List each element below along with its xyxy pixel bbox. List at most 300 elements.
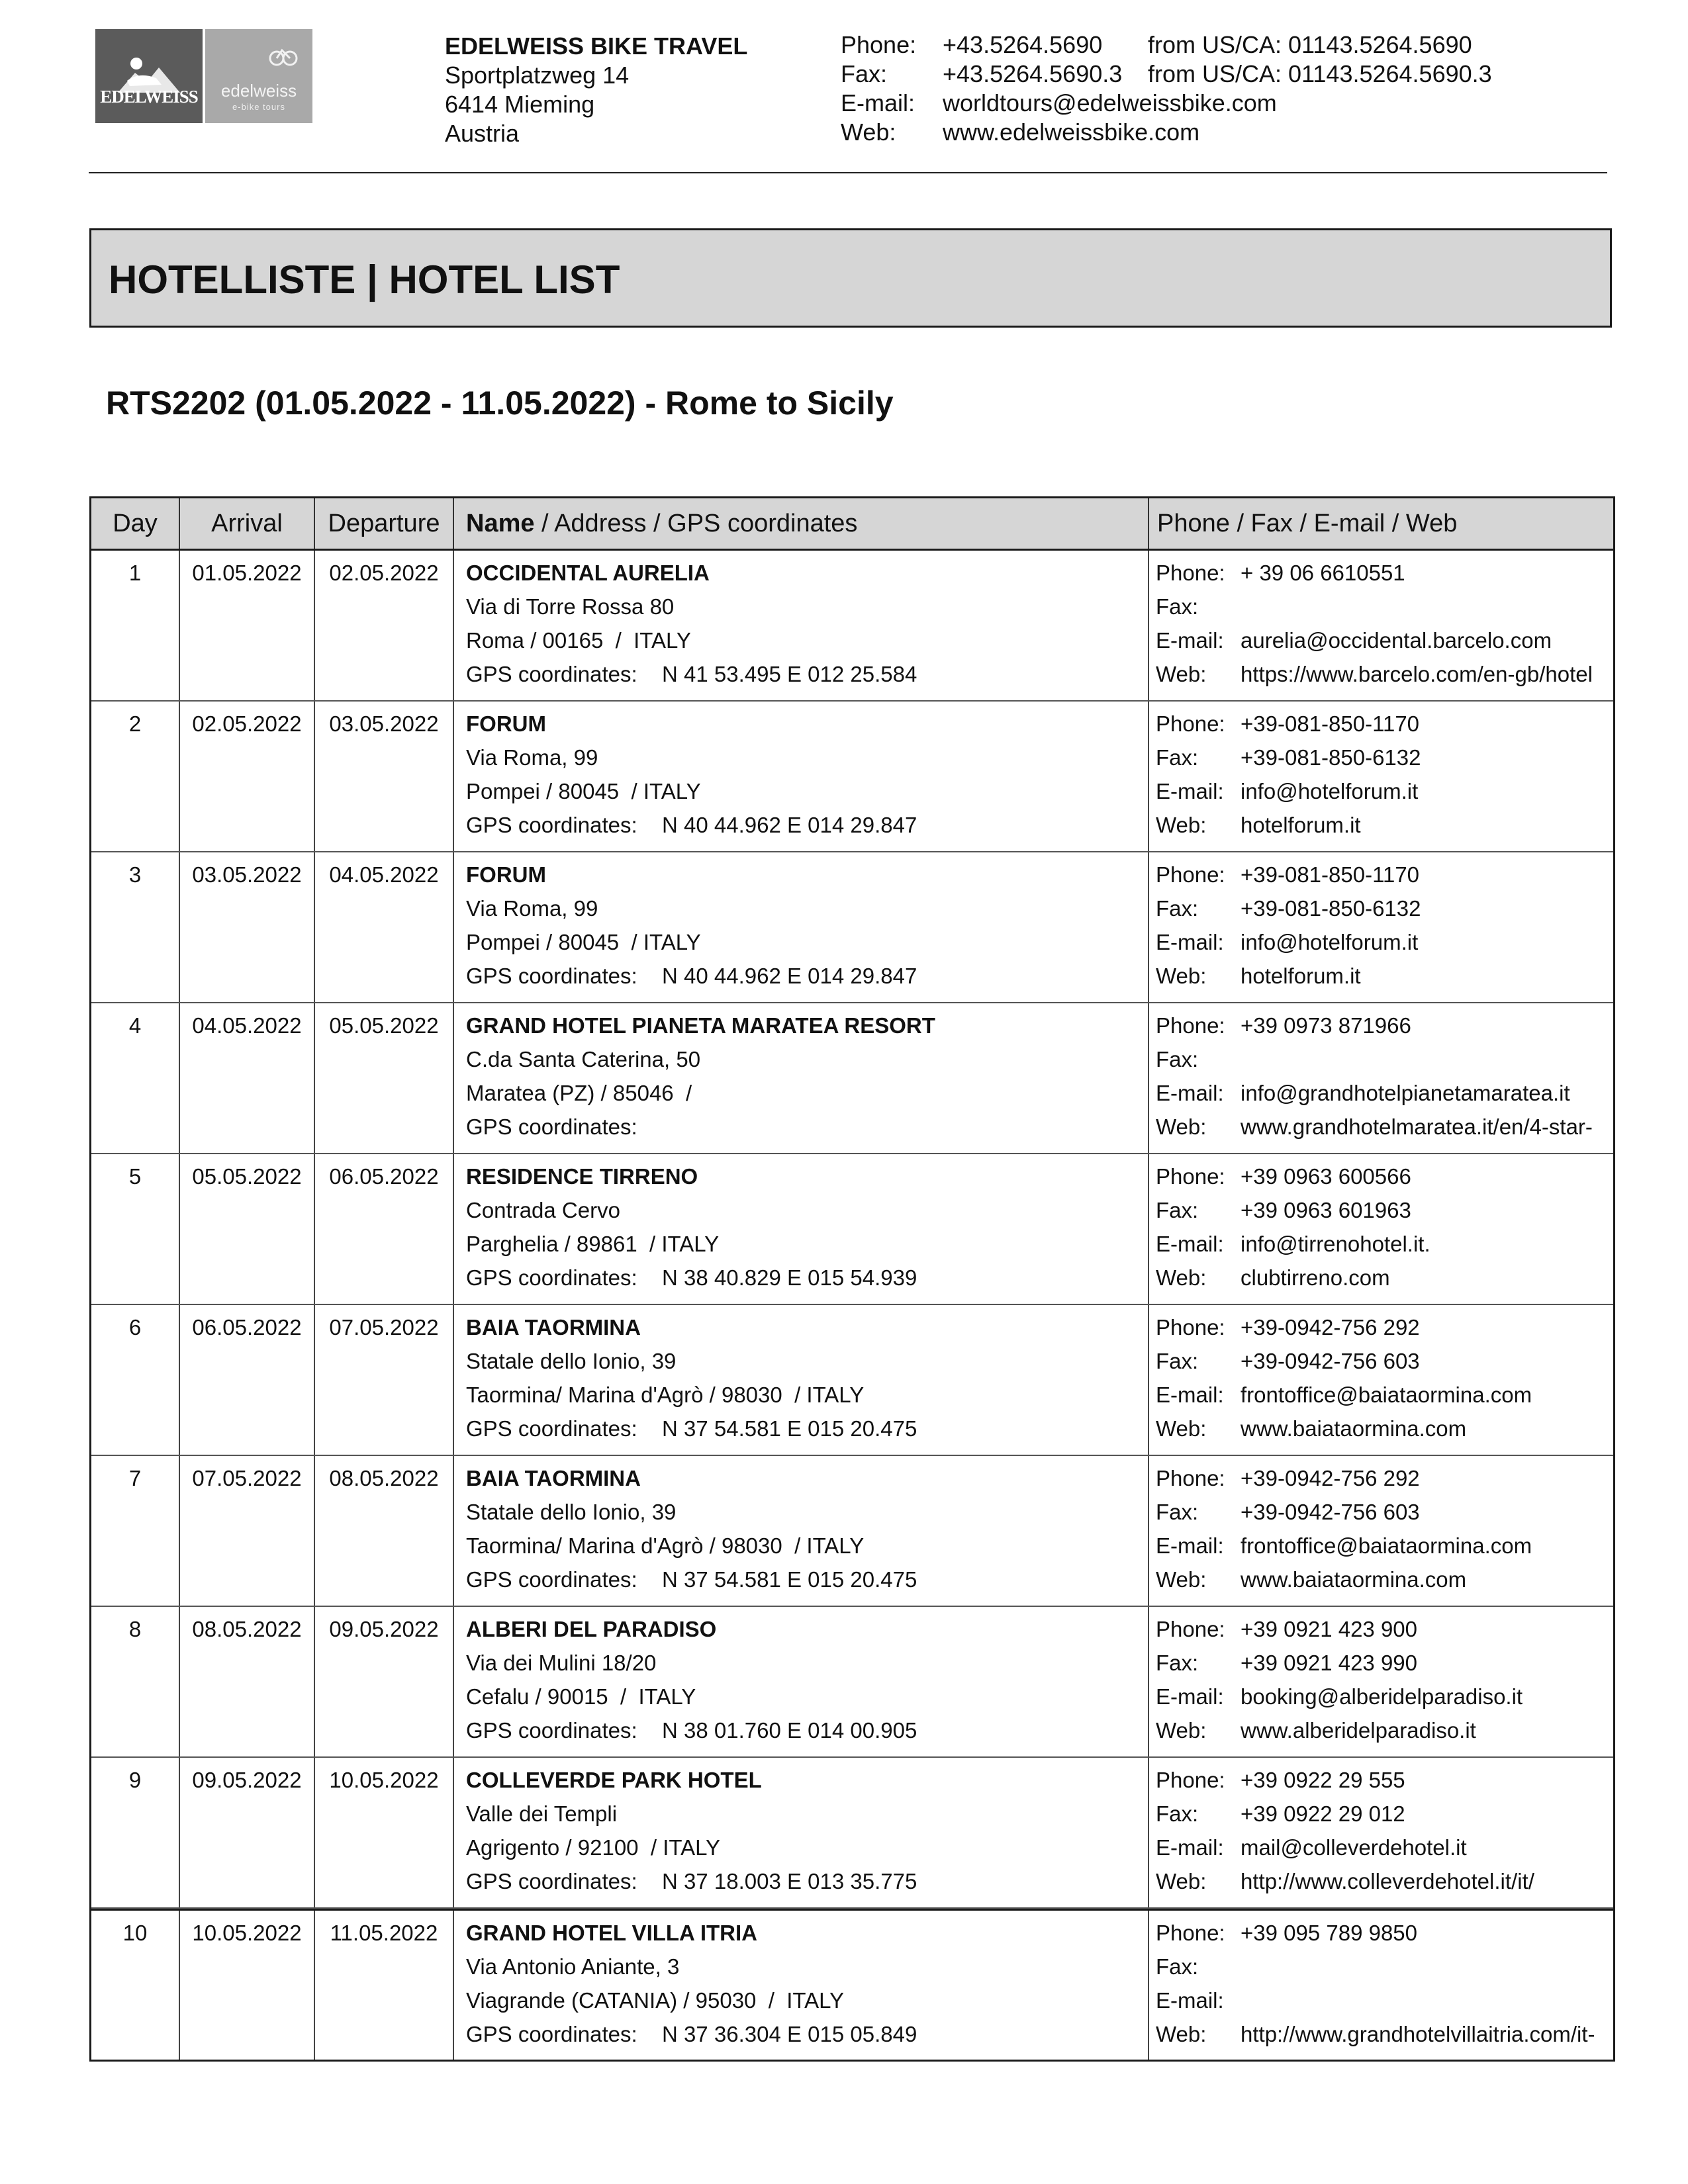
day-value: 2 xyxy=(128,711,142,736)
day-value: 4 xyxy=(128,1013,142,1038)
cell-hotel xyxy=(454,1456,1149,1606)
day-value: 9 xyxy=(128,1768,142,1792)
email-row xyxy=(1156,1529,1613,1563)
fax-value: +39-081-850-6132 xyxy=(1241,745,1421,770)
hotel-city: Roma / 00165 / ITALY xyxy=(466,628,691,653)
cell-departure xyxy=(315,1758,454,1907)
fax-value: +39 0922 29 012 xyxy=(1241,1801,1405,1826)
cell-hotel xyxy=(454,1607,1149,1756)
header-contact: Phone / Fax / E-mail / Web xyxy=(1157,509,1458,537)
contact-fax-row xyxy=(841,60,1492,89)
hotel-gps xyxy=(466,657,1148,691)
cell-departure xyxy=(315,1911,454,2060)
company-street: Sportplatzweg 14 xyxy=(445,62,630,89)
cell-day xyxy=(91,1456,180,1606)
cell-arrival xyxy=(180,1305,315,1455)
cell-day xyxy=(91,1911,180,2060)
cell-contact xyxy=(1149,1305,1613,1455)
phone-value: + 39 06 6610551 xyxy=(1241,561,1405,585)
header-name-bold: Name xyxy=(466,509,535,537)
departure-value: 05.05.2022 xyxy=(329,1013,439,1038)
cell-hotel xyxy=(454,1305,1149,1455)
email-row xyxy=(1156,925,1613,959)
phone-row xyxy=(1156,1009,1613,1042)
contact-web: www.edelweissbike.com xyxy=(943,118,1200,146)
table-row xyxy=(91,551,1613,702)
table-row xyxy=(91,1456,1613,1607)
hotel-name: ALBERI DEL PARADISO xyxy=(466,1617,717,1641)
hotel-name: COLLEVERDE PARK HOTEL xyxy=(466,1768,762,1792)
contact-phone-label: Phone: xyxy=(841,31,917,58)
arrival-value: 10.05.2022 xyxy=(192,1921,302,1945)
hotel-name: BAIA TAORMINA xyxy=(466,1466,641,1490)
email-value: info@grandhotelpianetamaratea.it xyxy=(1241,1081,1570,1105)
departure-value: 06.05.2022 xyxy=(329,1164,439,1189)
cell-arrival xyxy=(180,1758,315,1907)
gps-label: GPS coordinates: xyxy=(466,1567,637,1592)
company-country: Austria xyxy=(445,120,520,147)
header-name-rest: / Address / GPS coordinates xyxy=(534,509,858,537)
contact-fax-label: Fax: xyxy=(841,60,888,87)
hotel-address: Via di Torre Rossa 80 xyxy=(466,594,675,619)
email-value: frontoffice@baiataormina.com xyxy=(1241,1533,1532,1558)
gps-label: GPS coordinates: xyxy=(466,1265,637,1290)
fax-value: +39 0963 601963 xyxy=(1241,1198,1411,1222)
phone-value: +39-0942-756 292 xyxy=(1241,1466,1420,1490)
header-name xyxy=(454,498,1149,549)
phone-value: +39-0942-756 292 xyxy=(1241,1315,1420,1340)
fax-label: Fax: xyxy=(1156,1047,1199,1071)
fax-label: Fax: xyxy=(1156,745,1199,770)
email-value: info@hotelforum.it xyxy=(1241,779,1419,803)
cell-hotel xyxy=(454,551,1149,700)
gps-label: GPS coordinates: xyxy=(466,662,637,686)
document-title-box xyxy=(89,228,1612,328)
fax-label: Fax: xyxy=(1156,1500,1199,1524)
cell-day xyxy=(91,1607,180,1756)
cell-departure xyxy=(315,1003,454,1153)
cell-arrival xyxy=(180,852,315,1002)
edelweiss-ebike-logo xyxy=(205,29,312,123)
hotel-address: Via dei Mulini 18/20 xyxy=(466,1651,657,1675)
cell-hotel xyxy=(454,1911,1149,2060)
departure-value: 11.05.2022 xyxy=(330,1921,438,1945)
logo-tagline: e-bike tours xyxy=(232,102,285,112)
phone-value: +39 0963 600566 xyxy=(1241,1164,1411,1189)
contact-phone-row xyxy=(841,30,1492,60)
fax-label: Fax: xyxy=(1156,1349,1199,1373)
fax-label: Fax: xyxy=(1156,1651,1199,1675)
email-value: booking@alberidelparadiso.it xyxy=(1241,1684,1523,1709)
arrival-value: 01.05.2022 xyxy=(192,561,302,585)
gps-value: N 37 36.304 E 015 05.849 xyxy=(662,2022,917,2046)
cell-contact xyxy=(1149,1154,1613,1304)
web-value: hotelforum.it xyxy=(1241,964,1361,988)
contact-email: worldtours@edelweissbike.com xyxy=(943,89,1277,116)
cell-departure xyxy=(315,1154,454,1304)
company-city: 6414 Mieming xyxy=(445,91,595,118)
web-value: http://www.grandhotelvillaitria.com/it- xyxy=(1241,2022,1595,2046)
web-label: Web: xyxy=(1156,2022,1207,2046)
hotel-city: Maratea (PZ) / 85046 / xyxy=(466,1081,692,1105)
web-value: www.alberidelparadiso.it xyxy=(1241,1718,1476,1743)
web-label: Web: xyxy=(1156,1265,1207,1290)
web-label: Web: xyxy=(1156,1718,1207,1743)
contact-phone-us: from US/CA: 01143.5264.5690 xyxy=(1148,31,1472,58)
hotel-name: OCCIDENTAL AURELIA xyxy=(466,561,710,585)
gps-value: N 40 44.962 E 014 29.847 xyxy=(662,964,917,988)
email-row xyxy=(1156,1983,1613,2017)
web-row xyxy=(1156,1563,1613,1596)
hotel-address: Statale dello Ionio, 39 xyxy=(466,1349,677,1373)
web-value: clubtirreno.com xyxy=(1241,1265,1390,1290)
web-value: https://www.barcelo.com/en-gb/hotel xyxy=(1241,662,1593,686)
phone-value: +39 0922 29 555 xyxy=(1241,1768,1405,1792)
phone-row xyxy=(1156,1916,1613,1950)
web-value: www.grandhotelmaratea.it/en/4-star- xyxy=(1241,1115,1593,1139)
cell-contact xyxy=(1149,1911,1613,2060)
contact-email-label: E-mail: xyxy=(841,89,915,116)
phone-value: +39-081-850-1170 xyxy=(1241,711,1420,736)
hotel-gps xyxy=(466,1412,1148,1445)
day-value: 6 xyxy=(128,1315,142,1340)
phone-value: +39 0921 423 900 xyxy=(1241,1617,1418,1641)
table-row xyxy=(91,852,1613,1003)
hotel-city: Cefalu / 90015 / ITALY xyxy=(466,1684,696,1709)
fax-row xyxy=(1156,741,1613,774)
cell-departure xyxy=(315,551,454,700)
hotel-gps xyxy=(466,1110,1148,1144)
fax-value: +39-0942-756 603 xyxy=(1241,1349,1420,1373)
phone-row xyxy=(1156,858,1613,891)
web-value: www.baiataormina.com xyxy=(1241,1567,1467,1592)
web-row xyxy=(1156,2017,1613,2051)
table-row xyxy=(91,702,1613,852)
phone-label: Phone: xyxy=(1156,1466,1225,1490)
header-day: Day xyxy=(91,498,180,549)
gps-value: N 40 44.962 E 014 29.847 xyxy=(662,813,917,837)
web-row xyxy=(1156,1713,1613,1747)
departure-value: 02.05.2022 xyxy=(329,561,439,585)
gps-label: GPS coordinates: xyxy=(466,1416,637,1441)
phone-row xyxy=(1156,1160,1613,1193)
gps-value: N 37 54.581 E 015 20.475 xyxy=(662,1567,917,1592)
cell-departure xyxy=(315,702,454,851)
email-label: E-mail: xyxy=(1156,1835,1224,1860)
edelweiss-logo xyxy=(95,29,203,123)
company-name: EDELWEISS BIKE TRAVEL xyxy=(445,32,748,60)
fax-label: Fax: xyxy=(1156,594,1199,619)
email-row xyxy=(1156,623,1613,657)
cell-contact xyxy=(1149,1758,1613,1907)
contact-fax-us: from US/CA: 01143.5264.5690.3 xyxy=(1148,60,1492,87)
day-value: 8 xyxy=(128,1617,142,1641)
web-row xyxy=(1156,808,1613,842)
cell-hotel xyxy=(454,1003,1149,1153)
email-value: info@hotelforum.it xyxy=(1241,930,1419,954)
hotel-gps xyxy=(466,1261,1148,1295)
hotel-table xyxy=(89,496,1615,2062)
web-row xyxy=(1156,1110,1613,1144)
contact-phone: +43.5264.5690 xyxy=(943,31,1103,58)
arrival-value: 03.05.2022 xyxy=(192,862,302,887)
hotel-name: GRAND HOTEL PIANETA MARATEA RESORT xyxy=(466,1013,935,1038)
fax-value: +39-081-850-6132 xyxy=(1241,896,1421,921)
hotel-city: Taormina/ Marina d'Agrò / 98030 / ITALY xyxy=(466,1533,865,1558)
fax-row xyxy=(1156,1344,1613,1378)
email-row xyxy=(1156,1076,1613,1110)
phone-row xyxy=(1156,707,1613,741)
email-value: info@tirrenohotel.it. xyxy=(1241,1232,1430,1256)
cell-departure xyxy=(315,1607,454,1756)
cell-arrival xyxy=(180,1911,315,2060)
day-value: 3 xyxy=(128,862,142,887)
tour-title: RTS2202 (01.05.2022 - 11.05.2022) - Rome to Sicily xyxy=(106,385,894,422)
hotel-city: Pompei / 80045 / ITALY xyxy=(466,779,701,803)
day-value: 1 xyxy=(128,561,142,585)
phone-row xyxy=(1156,1461,1613,1495)
gps-value: N 41 53.495 E 012 25.584 xyxy=(662,662,917,686)
header-arrival: Arrival xyxy=(180,498,315,549)
web-value: www.baiataormina.com xyxy=(1241,1416,1467,1441)
gps-label: GPS coordinates: xyxy=(466,964,637,988)
departure-value: 04.05.2022 xyxy=(329,862,439,887)
cell-contact xyxy=(1149,551,1613,700)
cell-day xyxy=(91,551,180,700)
web-label: Web: xyxy=(1156,1416,1207,1441)
departure-value: 07.05.2022 xyxy=(329,1315,439,1340)
cell-hotel xyxy=(454,1758,1149,1907)
web-row xyxy=(1156,1412,1613,1445)
web-row xyxy=(1156,959,1613,993)
email-label: E-mail: xyxy=(1156,930,1224,954)
hotel-gps xyxy=(466,808,1148,842)
cell-arrival xyxy=(180,702,315,851)
header-divider xyxy=(89,172,1607,173)
contact-web-label: Web: xyxy=(841,118,896,146)
email-label: E-mail: xyxy=(1156,779,1224,803)
web-label: Web: xyxy=(1156,1869,1207,1893)
arrival-value: 04.05.2022 xyxy=(192,1013,302,1038)
table-row xyxy=(91,1003,1613,1154)
fax-row xyxy=(1156,1042,1613,1076)
gps-value: N 37 18.003 E 013 35.775 xyxy=(662,1869,917,1893)
fax-row xyxy=(1156,1495,1613,1529)
cell-contact xyxy=(1149,852,1613,1002)
rider-icon xyxy=(95,29,203,123)
hotel-address: Statale dello Ionio, 39 xyxy=(466,1500,677,1524)
email-row xyxy=(1156,1680,1613,1713)
fax-row xyxy=(1156,1797,1613,1831)
cell-contact xyxy=(1149,702,1613,851)
email-label: E-mail: xyxy=(1156,1081,1224,1105)
email-row xyxy=(1156,774,1613,808)
fax-row xyxy=(1156,1950,1613,1983)
cell-departure xyxy=(315,1305,454,1455)
contact-email-row xyxy=(841,89,1492,118)
phone-value: +39-081-850-1170 xyxy=(1241,862,1420,887)
hotel-city: Taormina/ Marina d'Agrò / 98030 / ITALY xyxy=(466,1383,865,1407)
phone-label: Phone: xyxy=(1156,1617,1225,1641)
arrival-value: 05.05.2022 xyxy=(192,1164,302,1189)
phone-label: Phone: xyxy=(1156,1013,1225,1038)
hotel-city: Agrigento / 92100 / ITALY xyxy=(466,1835,721,1860)
hotel-name: GRAND HOTEL VILLA ITRIA xyxy=(466,1921,757,1945)
arrival-value: 06.05.2022 xyxy=(192,1315,302,1340)
header-departure: Departure xyxy=(315,498,454,549)
web-value: hotelforum.it xyxy=(1241,813,1361,837)
web-label: Web: xyxy=(1156,1567,1207,1592)
phone-row xyxy=(1156,556,1613,590)
table-header xyxy=(91,498,1613,551)
phone-label: Phone: xyxy=(1156,1768,1225,1792)
company-address xyxy=(445,32,747,148)
hotel-city: Pompei / 80045 / ITALY xyxy=(466,930,701,954)
email-row xyxy=(1156,1831,1613,1864)
fax-label: Fax: xyxy=(1156,1954,1199,1979)
hotel-gps xyxy=(466,1563,1148,1596)
fax-row xyxy=(1156,891,1613,925)
hotel-name: FORUM xyxy=(466,862,546,887)
hotel-gps xyxy=(466,1713,1148,1747)
web-row xyxy=(1156,1261,1613,1295)
departure-value: 03.05.2022 xyxy=(329,711,439,736)
web-row xyxy=(1156,1864,1613,1898)
gps-label: GPS coordinates: xyxy=(466,1869,637,1893)
email-label: E-mail: xyxy=(1156,1684,1224,1709)
hotel-address: Via Antonio Aniante, 3 xyxy=(466,1954,680,1979)
fax-value: +39 0921 423 990 xyxy=(1241,1651,1418,1675)
gps-label: GPS coordinates: xyxy=(466,1718,637,1743)
fax-label: Fax: xyxy=(1156,896,1199,921)
email-value: aurelia@occidental.barcelo.com xyxy=(1241,628,1552,653)
hotel-gps xyxy=(466,959,1148,993)
table-row xyxy=(91,1758,1613,1909)
gps-label: GPS coordinates: xyxy=(466,2022,637,2046)
phone-row xyxy=(1156,1310,1613,1344)
hotel-address: Via Roma, 99 xyxy=(466,745,598,770)
arrival-value: 02.05.2022 xyxy=(192,711,302,736)
gps-label: GPS coordinates: xyxy=(466,813,637,837)
web-label: Web: xyxy=(1156,662,1207,686)
contact-fax: +43.5264.5690.3 xyxy=(943,60,1123,87)
arrival-value: 08.05.2022 xyxy=(192,1617,302,1641)
hotel-name: RESIDENCE TIRRENO xyxy=(466,1164,698,1189)
table-body xyxy=(91,551,1613,2060)
departure-value: 09.05.2022 xyxy=(329,1617,439,1641)
email-label: E-mail: xyxy=(1156,1533,1224,1558)
fax-label: Fax: xyxy=(1156,1801,1199,1826)
phone-row xyxy=(1156,1763,1613,1797)
gps-value: N 38 40.829 E 015 54.939 xyxy=(662,1265,917,1290)
email-value: frontoffice@baiataormina.com xyxy=(1241,1383,1532,1407)
email-label: E-mail: xyxy=(1156,1988,1224,2013)
cell-day xyxy=(91,1305,180,1455)
web-value: http://www.colleverdehotel.it/it/ xyxy=(1241,1869,1534,1893)
cell-contact xyxy=(1149,1003,1613,1153)
fax-label: Fax: xyxy=(1156,1198,1199,1222)
phone-label: Phone: xyxy=(1156,1164,1225,1189)
cell-day xyxy=(91,702,180,851)
day-value: 7 xyxy=(128,1466,142,1490)
fax-row xyxy=(1156,1646,1613,1680)
logo-sub-brand: edelweiss xyxy=(220,81,297,101)
contact-web-row xyxy=(841,118,1492,147)
phone-label: Phone: xyxy=(1156,711,1225,736)
cell-contact xyxy=(1149,1456,1613,1606)
email-row xyxy=(1156,1227,1613,1261)
gps-value: N 37 54.581 E 015 20.475 xyxy=(662,1416,917,1441)
day-value: 10 xyxy=(122,1921,148,1945)
arrival-value: 07.05.2022 xyxy=(192,1466,302,1490)
web-row xyxy=(1156,657,1613,691)
hotel-address: Contrada Cervo xyxy=(466,1198,620,1222)
phone-row xyxy=(1156,1612,1613,1646)
email-label: E-mail: xyxy=(1156,1383,1224,1407)
cell-day xyxy=(91,852,180,1002)
phone-label: Phone: xyxy=(1156,561,1225,585)
gps-value: N 38 01.760 E 014 00.905 xyxy=(662,1718,917,1743)
cell-departure xyxy=(315,852,454,1002)
hotel-address: Via Roma, 99 xyxy=(466,896,598,921)
cell-hotel xyxy=(454,702,1149,851)
hotel-gps xyxy=(466,2017,1148,2051)
hotel-address: C.da Santa Caterina, 50 xyxy=(466,1047,701,1071)
hotel-name: BAIA TAORMINA xyxy=(466,1315,641,1340)
hotel-address: Valle dei Templi xyxy=(466,1801,618,1826)
fax-row xyxy=(1156,1193,1613,1227)
hotel-gps xyxy=(466,1864,1148,1898)
hotel-name: FORUM xyxy=(466,711,546,736)
fax-row xyxy=(1156,590,1613,623)
cell-departure xyxy=(315,1456,454,1606)
hotel-city: Viagrande (CATANIA) / 95030 / ITALY xyxy=(466,1988,845,2013)
cell-contact xyxy=(1149,1607,1613,1756)
cell-arrival xyxy=(180,1003,315,1153)
cell-day xyxy=(91,1154,180,1304)
cell-hotel xyxy=(454,1154,1149,1304)
logo-brand-text: EDELWEISS xyxy=(100,87,198,107)
document-title: HOTELLISTE | HOTEL LIST xyxy=(109,257,620,302)
email-value: mail@colleverdehotel.it xyxy=(1241,1835,1467,1860)
arrival-value: 09.05.2022 xyxy=(192,1768,302,1792)
table-row xyxy=(91,1305,1613,1456)
cell-hotel xyxy=(454,852,1149,1002)
table-row xyxy=(91,1607,1613,1758)
fax-value: +39-0942-756 603 xyxy=(1241,1500,1420,1524)
departure-value: 10.05.2022 xyxy=(329,1768,439,1792)
cell-day xyxy=(91,1003,180,1153)
web-label: Web: xyxy=(1156,964,1207,988)
web-label: Web: xyxy=(1156,813,1207,837)
company-contacts xyxy=(841,30,1492,147)
email-label: E-mail: xyxy=(1156,628,1224,653)
phone-label: Phone: xyxy=(1156,862,1225,887)
email-row xyxy=(1156,1378,1613,1412)
email-label: E-mail: xyxy=(1156,1232,1224,1256)
gps-label: GPS coordinates: xyxy=(466,1115,637,1139)
cell-arrival xyxy=(180,1154,315,1304)
table-row xyxy=(91,1909,1613,2060)
cell-arrival xyxy=(180,1456,315,1606)
phone-value: +39 0973 871966 xyxy=(1241,1013,1411,1038)
cell-day xyxy=(91,1758,180,1907)
cell-arrival xyxy=(180,551,315,700)
day-value: 5 xyxy=(128,1164,142,1189)
web-label: Web: xyxy=(1156,1115,1207,1139)
hotel-city: Parghelia / 89861 / ITALY xyxy=(466,1232,720,1256)
table-row xyxy=(91,1154,1613,1305)
